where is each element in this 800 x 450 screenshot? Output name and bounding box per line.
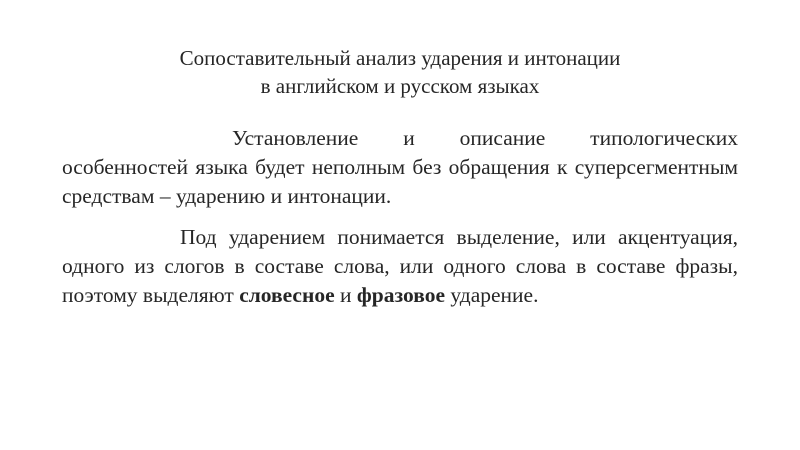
paragraph-2-text-before: Под ударением понимается выделение, или акцентуация, одного из слогов в составе слова, или одного слова в составе фразы, поэтому выделяют [62, 225, 738, 307]
title-line-2: в английском и русском языках [260, 74, 540, 98]
slide-body [62, 124, 738, 310]
paragraph-1: Установление и описание типологических особенностей языка будет неполным без обращения к суперсегментным средствам – ударению и интонации. [62, 126, 738, 208]
title-line-1: Сопоставительный анализ ударения и интонации [179, 46, 621, 70]
term-phrase-stress: фразовое [356, 283, 445, 307]
term-word-stress: словесное [239, 283, 335, 307]
slide-title [0, 44, 800, 100]
paragraph-2-conjunction: и [334, 283, 357, 307]
paragraph-2-text-after: ударение. [445, 283, 539, 307]
paragraph-2 [62, 223, 738, 310]
